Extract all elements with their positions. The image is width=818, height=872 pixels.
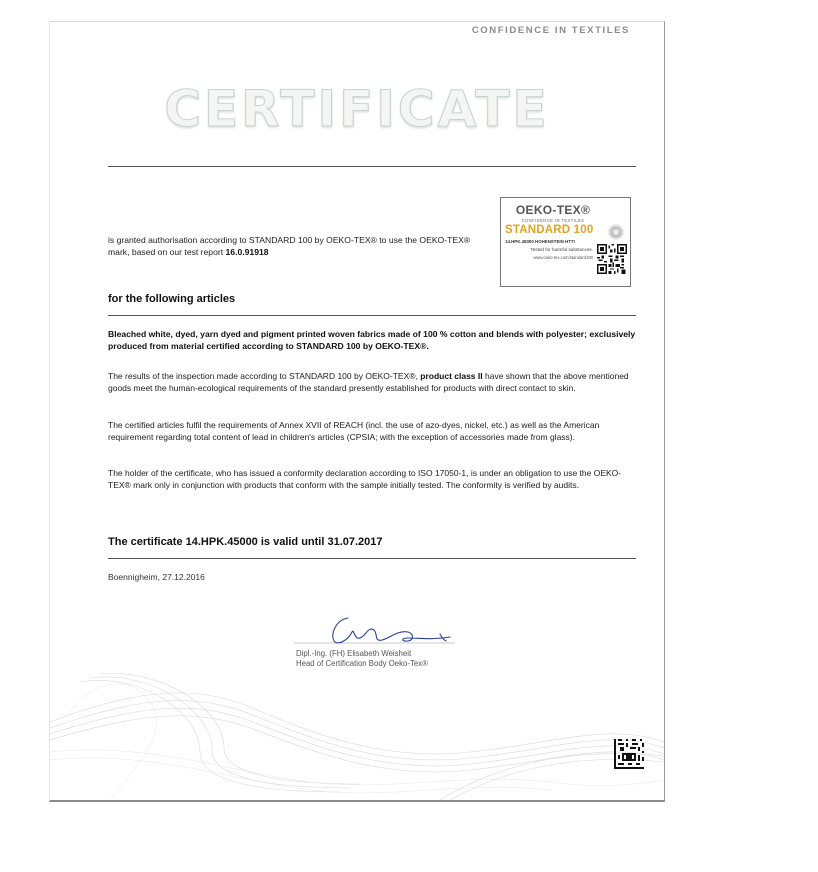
- product-class: product class II: [420, 371, 483, 381]
- inspection-suffix: have shown that the above mentioned goods meet the human-ecological requirements of the standard presently established for products with direct contact to skin.: [108, 371, 629, 393]
- authorisation-text: [108, 234, 493, 258]
- divider-top: [108, 166, 636, 167]
- divider-articles: [108, 315, 636, 316]
- divider-validity: [108, 558, 636, 559]
- signature-image: [290, 610, 460, 650]
- authorisation-line-2-prefix: mark, based on our test report: [108, 247, 224, 257]
- test-report-number: 16.0.91918: [225, 247, 269, 257]
- articles-heading: for the following articles: [108, 293, 236, 305]
- conformity-paragraph: The holder of the certificate, who has issued a conformity declaration according to ISO 17050-1, is under an obligation to use the OEKO-TEX® mark only in conjunction with products that conform with the sample initially tested. The conformity is verified by audits.: [108, 468, 622, 490]
- signatory-name: Dipl.-Ing. (FH) Elisabeth Weisheit: [296, 649, 412, 658]
- data-matrix-code-icon: [614, 739, 644, 769]
- tagline: CONFIDENCE IN TEXTILES: [471, 25, 630, 36]
- label-brand: OEKO-TEX®: [515, 203, 591, 217]
- label-confidence: CONFIDENCE IN TEXTILES: [521, 218, 585, 223]
- validity-statement: The certificate 14.HPK.45000 is valid until 31.07.2017: [108, 536, 383, 548]
- rosette-icon: [607, 223, 625, 241]
- qr-code-icon: [597, 244, 627, 274]
- label-standard: STANDARD 100: [505, 224, 594, 236]
- reach-paragraph: The certified articles fulfil the requirements of Annex XVII of REACH (incl. the use of azo-dyes, nickel, etc.) as well as the American requirement regarding total content of lead in children's articles (CPSIA; with the exception of accessories made from glass).: [108, 420, 600, 442]
- label-number: 14.HPK.45000 HOHENSTEIN HTTI: [505, 239, 575, 244]
- oeko-tex-label: [500, 197, 631, 287]
- certificate-page: [49, 21, 665, 802]
- inspection-prefix: The results of the inspection made according to STANDARD 100 by OEKO-TEX®,: [108, 371, 418, 381]
- authorisation-line-1: is granted authorisation according to STANDARD 100 by OEKO-TEX® to use the OEKO-TEX®: [108, 235, 471, 245]
- articles-description: Bleached white, dyed, yarn dyed and pigment printed woven fabrics made of 100 % cotton and blends with polyester; exclusively produced from material certified according to STANDARD 100 by OEKO-TEX®.: [108, 329, 636, 351]
- certificate-title: CERTIFICATE: [164, 80, 550, 138]
- inspection-paragraph: [108, 371, 640, 395]
- label-url: www.oeko-tex.com/standard100: [533, 255, 593, 260]
- label-tested: Tested for harmful substances.: [530, 247, 593, 252]
- place-date: Boennigheim, 27.12.2016: [108, 572, 205, 582]
- signatory-role: Head of Certification Body Oeko-Tex®: [296, 658, 428, 668]
- authorisation-line-2: [108, 246, 493, 258]
- guilloche-wave-background: [50, 652, 664, 800]
